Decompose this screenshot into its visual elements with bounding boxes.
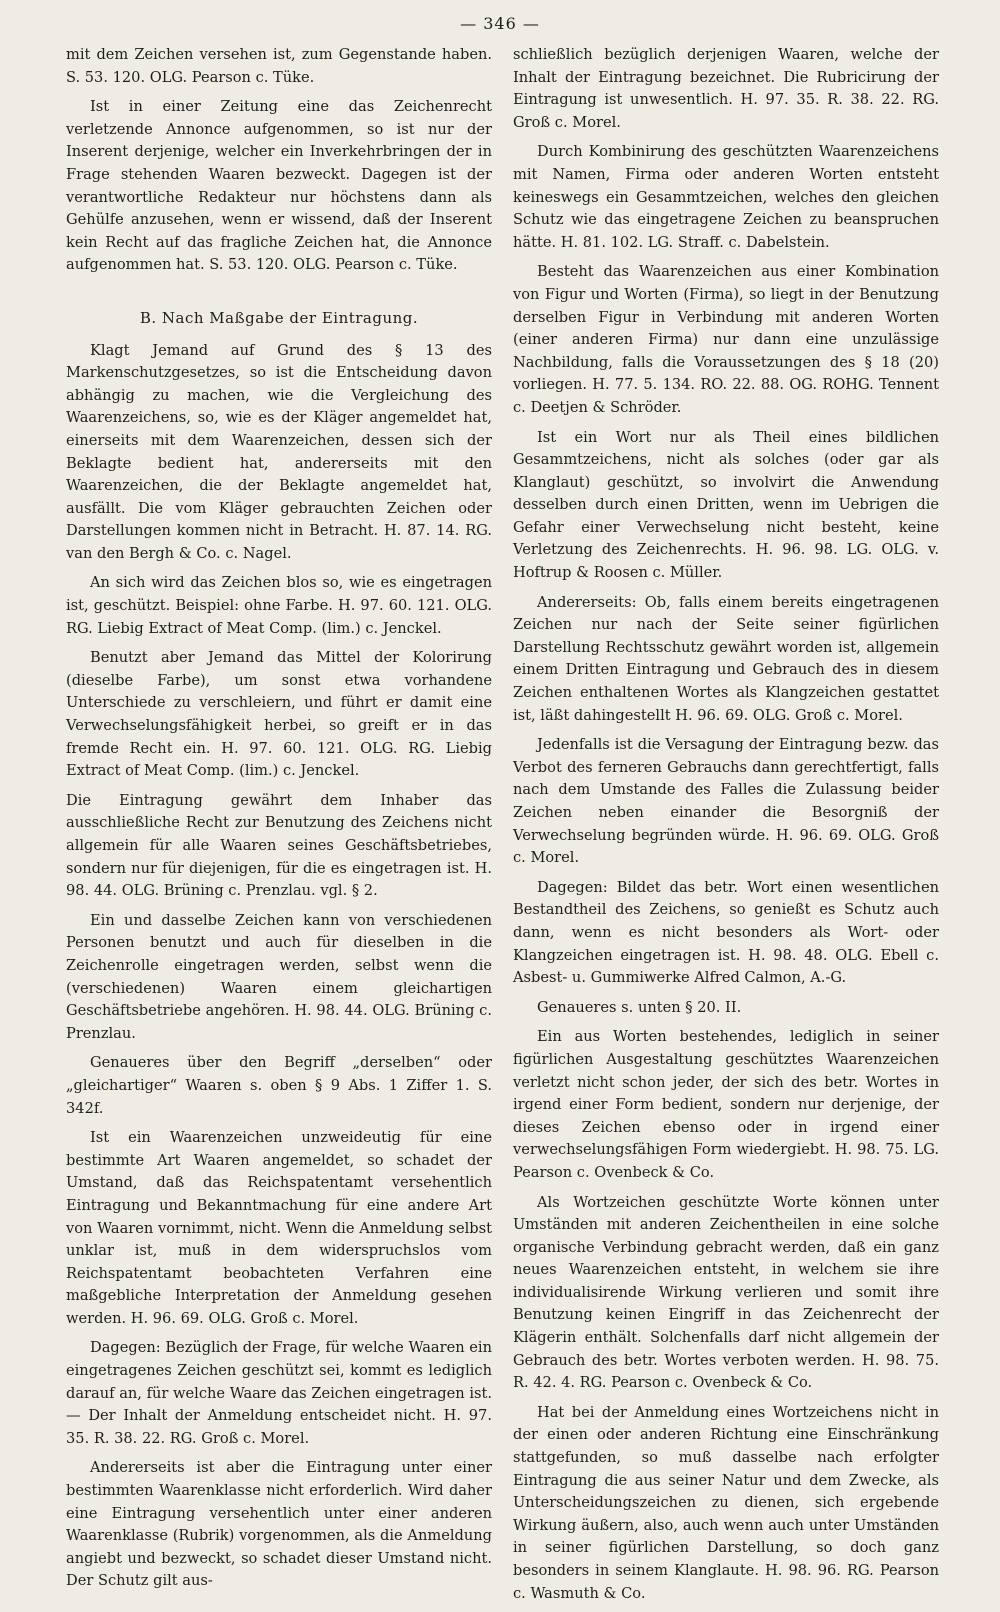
paragraph: Benutzt aber Jemand das Mittel der Kolorirung (dieselbe Farbe), um sonst etwa vorhandene Unterschiede zu verschleiern, und führt er damit eine Verwechselungsfähigkeit herbei, so greift er in das fremde Recht ein. H. 97. 60. 121. OLG. RG. Liebig Extract of Meat Comp. (lim.) c. Jenckel. [66,649,492,780]
paragraph: Hat bei der Anmeldung eines Wortzeichens nicht in der einen oder anderen Richtung eine Einschränkung stattgefunden, so muß dasselbe nach erfolgter Eintragung die aus seiner Natur und dem Zwecke, als Unterscheidungszeichen zu dienen, sich ergebende Wirkung äußern, also, auch wenn auch unter Umständen in seiner figürlichen Darstellung, so doch ganz besonders in seinem Klanglaute. H. 98. 96. RG. Pearson c. Wasmuth & Co. [513,1403,939,1602]
paragraph: Durch Kombinirung des geschützten Waarenzeichens mit Namen, Firma oder anderen Worten entsteht keineswegs ein Gesammtzeichen, welches den gleichen Schutz wie das eingetragene Zeichen zu beanspruchen hätte. H. 81. 102. LG. Straff. c. Dabelstein. [513,143,939,251]
paragraph: Dagegen: Bildet das betr. Wort einen wesentlichen Bestandtheil des Zeichens, so genießt es Schutz auch dann, wenn es nicht besonders als Wort- oder Klangzeichen eingetragen ist. H. 98. 48. OLG. Ebell c. Asbest- u. Gummiwerke Alfred Calmon, A.-G. [513,878,939,987]
paragraph: schließlich bezüglich derjenigen Waaren, welche der Inhalt der Eintragung bezeichnet. Die Rubricirung der Eintragung ist unwesentlich. H. 97. 35. R. 38. 22. RG. Groß c. Morel. [513,46,939,131]
paragraph: An sich wird das Zeichen blos so, wie es eingetragen ist, geschützt. Beispiel: ohne Farbe. H. 97. 60. 121. OLG. RG. Liebig Extract of Meat Comp. (lim.) c. Jenckel. [66,574,492,637]
paragraph: Besteht das Waarenzeichen aus einer Kombination von Figur und Worten (Firma), so liegt in der Benutzung derselben Figur in Verbindung mit anderen Worten (einer anderen Firma) nur dann eine unzulässige Nachbildung, falls die Voraussetzungen des § 18 (20) vorliegen. H. 77. 5. 134. RO. 22. 88. OG. ROHG. Tennent c. Deetjen & Schröder. [513,263,939,416]
paragraph: Andererseits ist aber die Eintragung unter einer bestimmten Waarenklasse nicht erforderlich. Wird daher eine Eintragung versehentlich unter einer anderen Waarenklasse (Rubrik) vorgenommen, als die Anmeldung angiebt und bezweckt, so schadet dieser Umstand nicht. Der Schutz gilt aus- [66,1459,492,1590]
paragraph: Ist ein Wort nur als Theil eines bildlichen Gesammtzeichens, nicht als solches (oder gar als Klanglaut) geschützt, so involvirt die Anwendung desselben durch einen Dritten, wenn im Uebrigen die Gefahr einer Verwechselung nicht besteht, keine Verletzung des Zeichenrechts. H. 96. 98. LG. OLG. v. Hoftrup & Roosen c. Müller. [513,428,939,582]
paragraph: Klagt Jemand auf Grund des § 13 des Markenschutzgesetzes, so ist die Entscheidung davon abhängig zu machen, wie die Vergleichung des Waarenzeichens, so, wie es der Kläger angemeldet hat, einerseits mit dem Waarenzeichen, dessen sich der Beklagte bedient hat, andererseits mit den Waarenzeichen, die der Beklagte angemeldet hat, ausfällt. Die vom Kläger gebrauchten Zeichen oder Darstellungen kommen nicht in Betracht. H. 87. 14. RG. van den Bergh & Co. c. Nagel. [66,341,492,562]
paragraph: Dagegen: Bezüglich der Frage, für welche Waaren ein eingetragenes Zeichen geschützt sei, kommt es lediglich darauf an, für welche Waare das Zeichen eingetragen ist. — Der Inhalt der Anmeldung entscheidet nicht. H. 97. 35. R. 38. 22. RG. Groß c. Morel. [66,1339,492,1447]
paragraph: Genaueres über den Begriff „derselben“ oder „gleichartiger“ Waaren s. oben § 9 Abs. 1 Ziffer 1. S. 342f. [66,1054,492,1117]
paragraph: mit dem Zeichen versehen ist, zum Gegenstande haben. S. 53. 120. OLG. Pearson c. Tüke. [66,46,492,86]
paragraph: Ist in einer Zeitung eine das Zeichenrecht verletzende Annonce aufgenommen, so ist nur der Inserent derjenige, welcher ein Inverkehrbringen der in Frage stehenden Waaren bezweckt. Dagegen ist der verantwortliche Redakteur nur höchstens dann als Gehülfe anzusehen, wenn er wissend, daß der Inserent kein Recht auf das fragliche Zeichen hat, die Annonce aufgenommen hat. S. 53. 120. OLG. Pearson c. Tüke. [66,98,492,274]
page-number: — 346 — [460,14,540,33]
paragraph: Andererseits: Ob, falls einem bereits eingetragenen Zeichen nur nach der Seite seiner figürlichen Darstellung Rechtsschutz gewährt worden ist, allgemein einem Dritten Eintragung und Gebrauch des in diesem Zeichen enthaltenen Wortes als Klangzeichen gestattet ist, läßt dahingestellt H. 96. 69. OLG. Groß c. Morel. [513,593,939,724]
paragraph: Ein und dasselbe Zeichen kann von verschiedenen Personen benutzt und auch für dieselben in die Zeichenrolle eingetragen werden, selbst wenn die (verschiedenen) Waaren einem gleichartigen Geschäftsbetriebe angehören. H. 98. 44. OLG. Brüning c. Prenzlau. [66,911,492,1042]
section-heading: B. Nach Maßgabe der Eintragung. [139,308,419,327]
left-column [66,44,492,1600]
paragraph: Ein aus Worten bestehendes, lediglich in seiner figürlichen Ausgestaltung geschütztes Waarenzeichen verletzt nicht schon jeder, der sich des betr. Wortes in irgend einer Form bedient, sondern nur derjenige, der dieses Zeichen ebenso oder in irgend einer verwechselungsfähigen Form wiedergiebt. H. 98. 75. LG. Pearson c. Ovenbeck & Co. [513,1028,939,1181]
paragraph: Jedenfalls ist die Versagung der Eintragung bezw. das Verbot des ferneren Gebrauchs dann gerechtfertigt, falls nach dem Umstande des Falles die Zulassung beider Zeichen neben einander die Besorgniß der Verwechselung begründen würde. H. 96. 69. OLG. Groß c. Morel. [513,736,939,867]
paragraph: Ist ein Waarenzeichen unzweideutig für eine bestimmte Art Waaren angemeldet, so schadet der Umstand, daß das Reichspatentamt versehentlich Eintragung und Bekanntmachung für eine andere Art von Waaren vornimmt, nicht. Wenn die Anmeldung selbst unklar ist, muß in dem widerspruchslos vom Reichspatentamt beobachteten Verfahren eine maßgebliche Interpretation der Anmeldung gesehen werden. H. 96. 69. OLG. Groß c. Morel. [66,1129,492,1327]
paragraph: Genaueres s. unten § 20. II. [537,998,742,1016]
paragraph: Als Wortzeichen geschützte Worte können unter Umständen mit anderen Zeichentheilen in eine solche organische Verbindung gebracht werden, daß ein ganz neues Waarenzeichen entsteht, in welchem sie ihre individualisirende Wirkung verlieren und somit ihre Benutzung keinen Eingriff in das Zeichenrecht der Klägerin enthält. Solchenfalls darf nicht allgemein der Gebrauch des betr. Wortes verboten werden. H. 98. 75. R. 42. 4. RG. Pearson c. Ovenbeck & Co. [513,1193,939,1392]
right-column [513,44,939,1612]
paragraph: Die Eintragung gewährt dem Inhaber das ausschließliche Recht zur Benutzung des Zeichens nicht allgemein für alle Waaren seines Geschäftsbetriebes, sondern nur für diejenigen, für die es eingetragen ist. H. 98. 44. OLG. Brüning c. Prenzlau. vgl. § 2. [66,791,492,900]
